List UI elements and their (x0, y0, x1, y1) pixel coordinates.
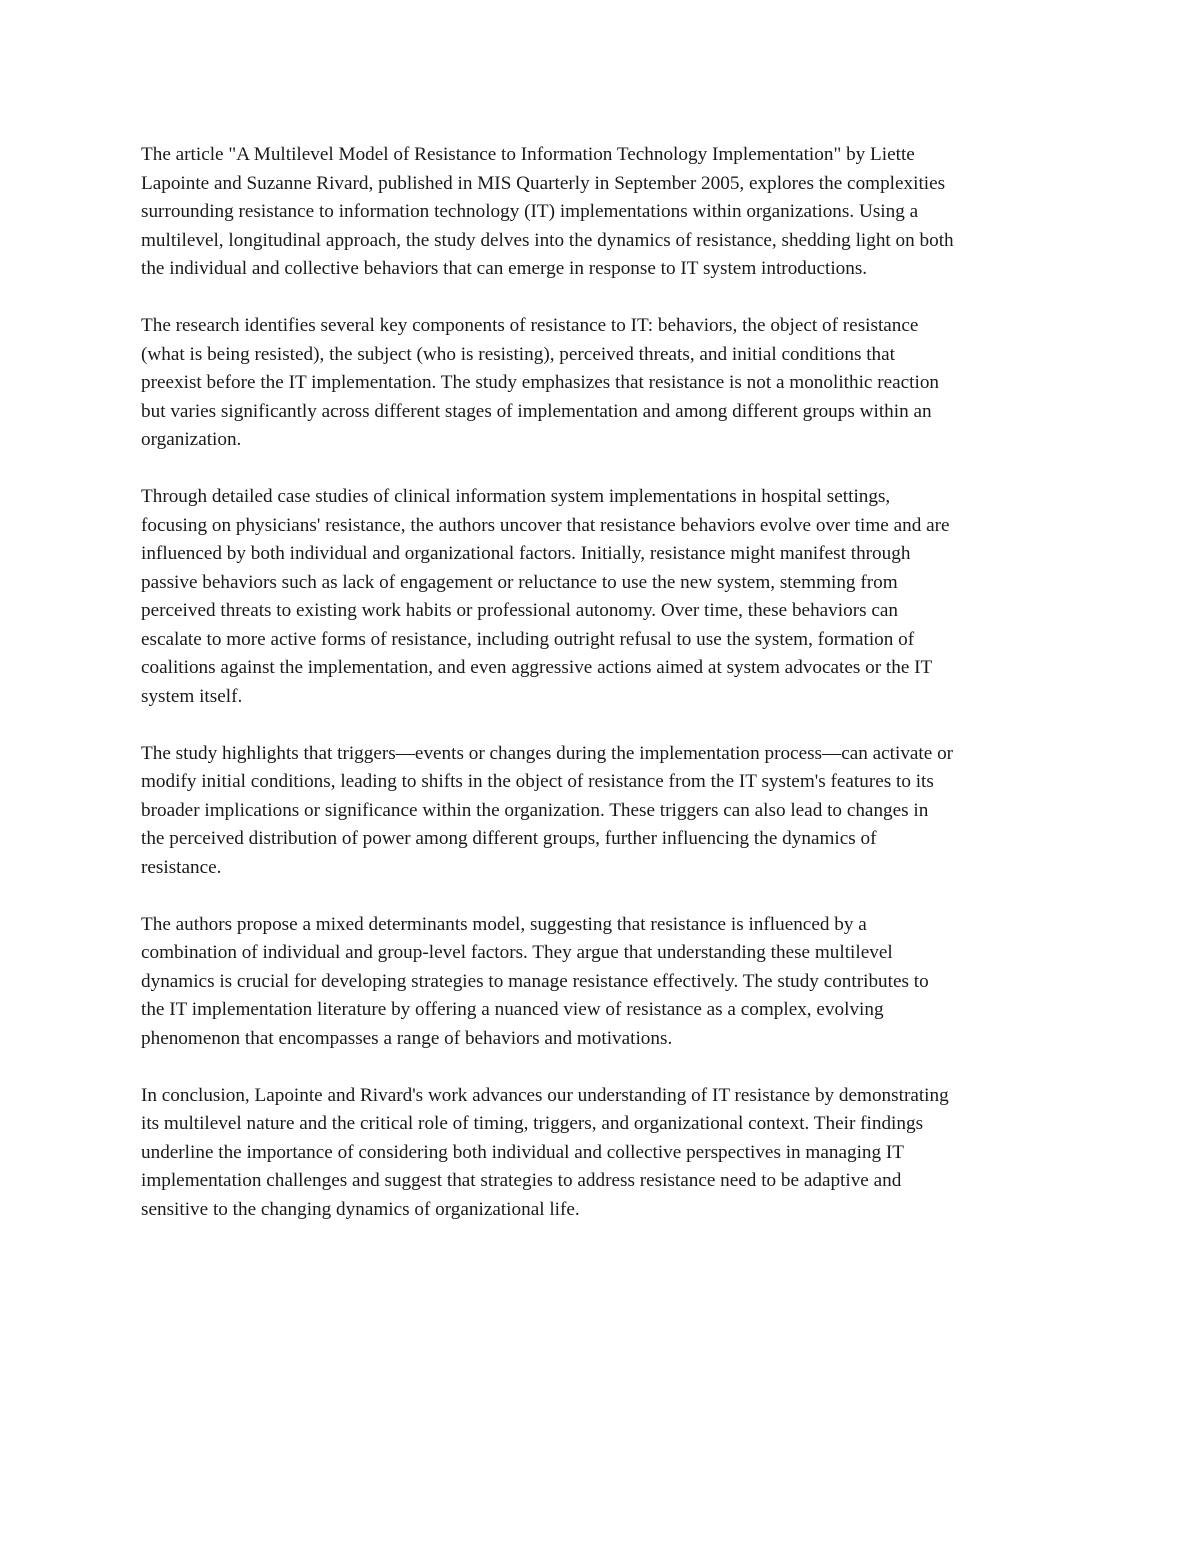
paragraph-spacer (141, 284, 1066, 313)
paragraph-spacer (141, 882, 1066, 911)
paragraph-mixed-model: The authors propose a mixed determinants model, suggesting that resistance is influenced by a combination of individual and group-level factors. They argue that understanding these multilevel dynamics is crucial for developing strategies to manage resistance effectively. The study contributes to the IT implementation literature by offering a nuanced view of resistance as a complex, evolving phenomenon that encompasses a range of behaviors and motivations. (141, 913, 929, 1049)
paragraph-spacer (141, 455, 1066, 484)
paragraph-case-studies: Through detailed case studies of clinical information system implementations in hospital settings, focusing on physicians' resistance, the authors uncover that resistance behaviors evolve over time and are influenced by both individual and organizational factors. Initially, resistance might manifest through passive behaviors such as lack of engagement or reluctance to use the new system, stemming from perceived threats to existing work habits or professional autonomy. Over time, these behaviors can escalate to more active forms of resistance, including outright refusal to use the system, formation of coalitions against the implementation, and even aggressive actions aimed at system advocates or the IT system itself. (141, 486, 950, 707)
paragraph-spacer (141, 1053, 1066, 1082)
paragraph-introduction: The article "A Multilevel Model of Resistance to Information Technology Implementation" by Liette Lapointe and Suzanne Rivard, published in MIS Quarterly in September 2005, explores the complexities surrounding resistance to information technology (IT) implementations within organizations. Using a multilevel, longitudinal approach, the study delves into the dynamics of resistance, shedding light on both the individual and collective behaviors that can emerge in response to IT system introductions. (141, 144, 954, 279)
document-body (141, 141, 1066, 1224)
paragraph-spacer (141, 711, 1066, 740)
paragraph-conclusion: In conclusion, Lapointe and Rivard's work advances our understanding of IT resistance by demonstrating its multilevel nature and the critical role of timing, triggers, and organizational context. Their findings underline the importance of considering both individual and collective perspectives in managing IT implementation challenges and suggest that strategies to address resistance need to be adaptive and sensitive to the changing dynamics of organizational life. (141, 1084, 949, 1220)
paragraph-key-components: The research identifies several key components of resistance to IT: behaviors, the object of resistance (what is being resisted), the subject (who is resisting), perceived threats, and initial conditions that preexist before the IT implementation. The study emphasizes that resistance is not a monolithic reaction but varies significantly across different stages of implementation and among different groups within an organization. (141, 315, 940, 450)
paragraph-triggers: The study highlights that triggers—events or changes during the implementation process—can activate or modify initial conditions, leading to shifts in the object of resistance from the IT system's features to its broader implications or significance within the organization. These triggers can also lead to changes in the perceived distribution of power among different groups, further influencing the dynamics of resistance. (141, 742, 954, 878)
